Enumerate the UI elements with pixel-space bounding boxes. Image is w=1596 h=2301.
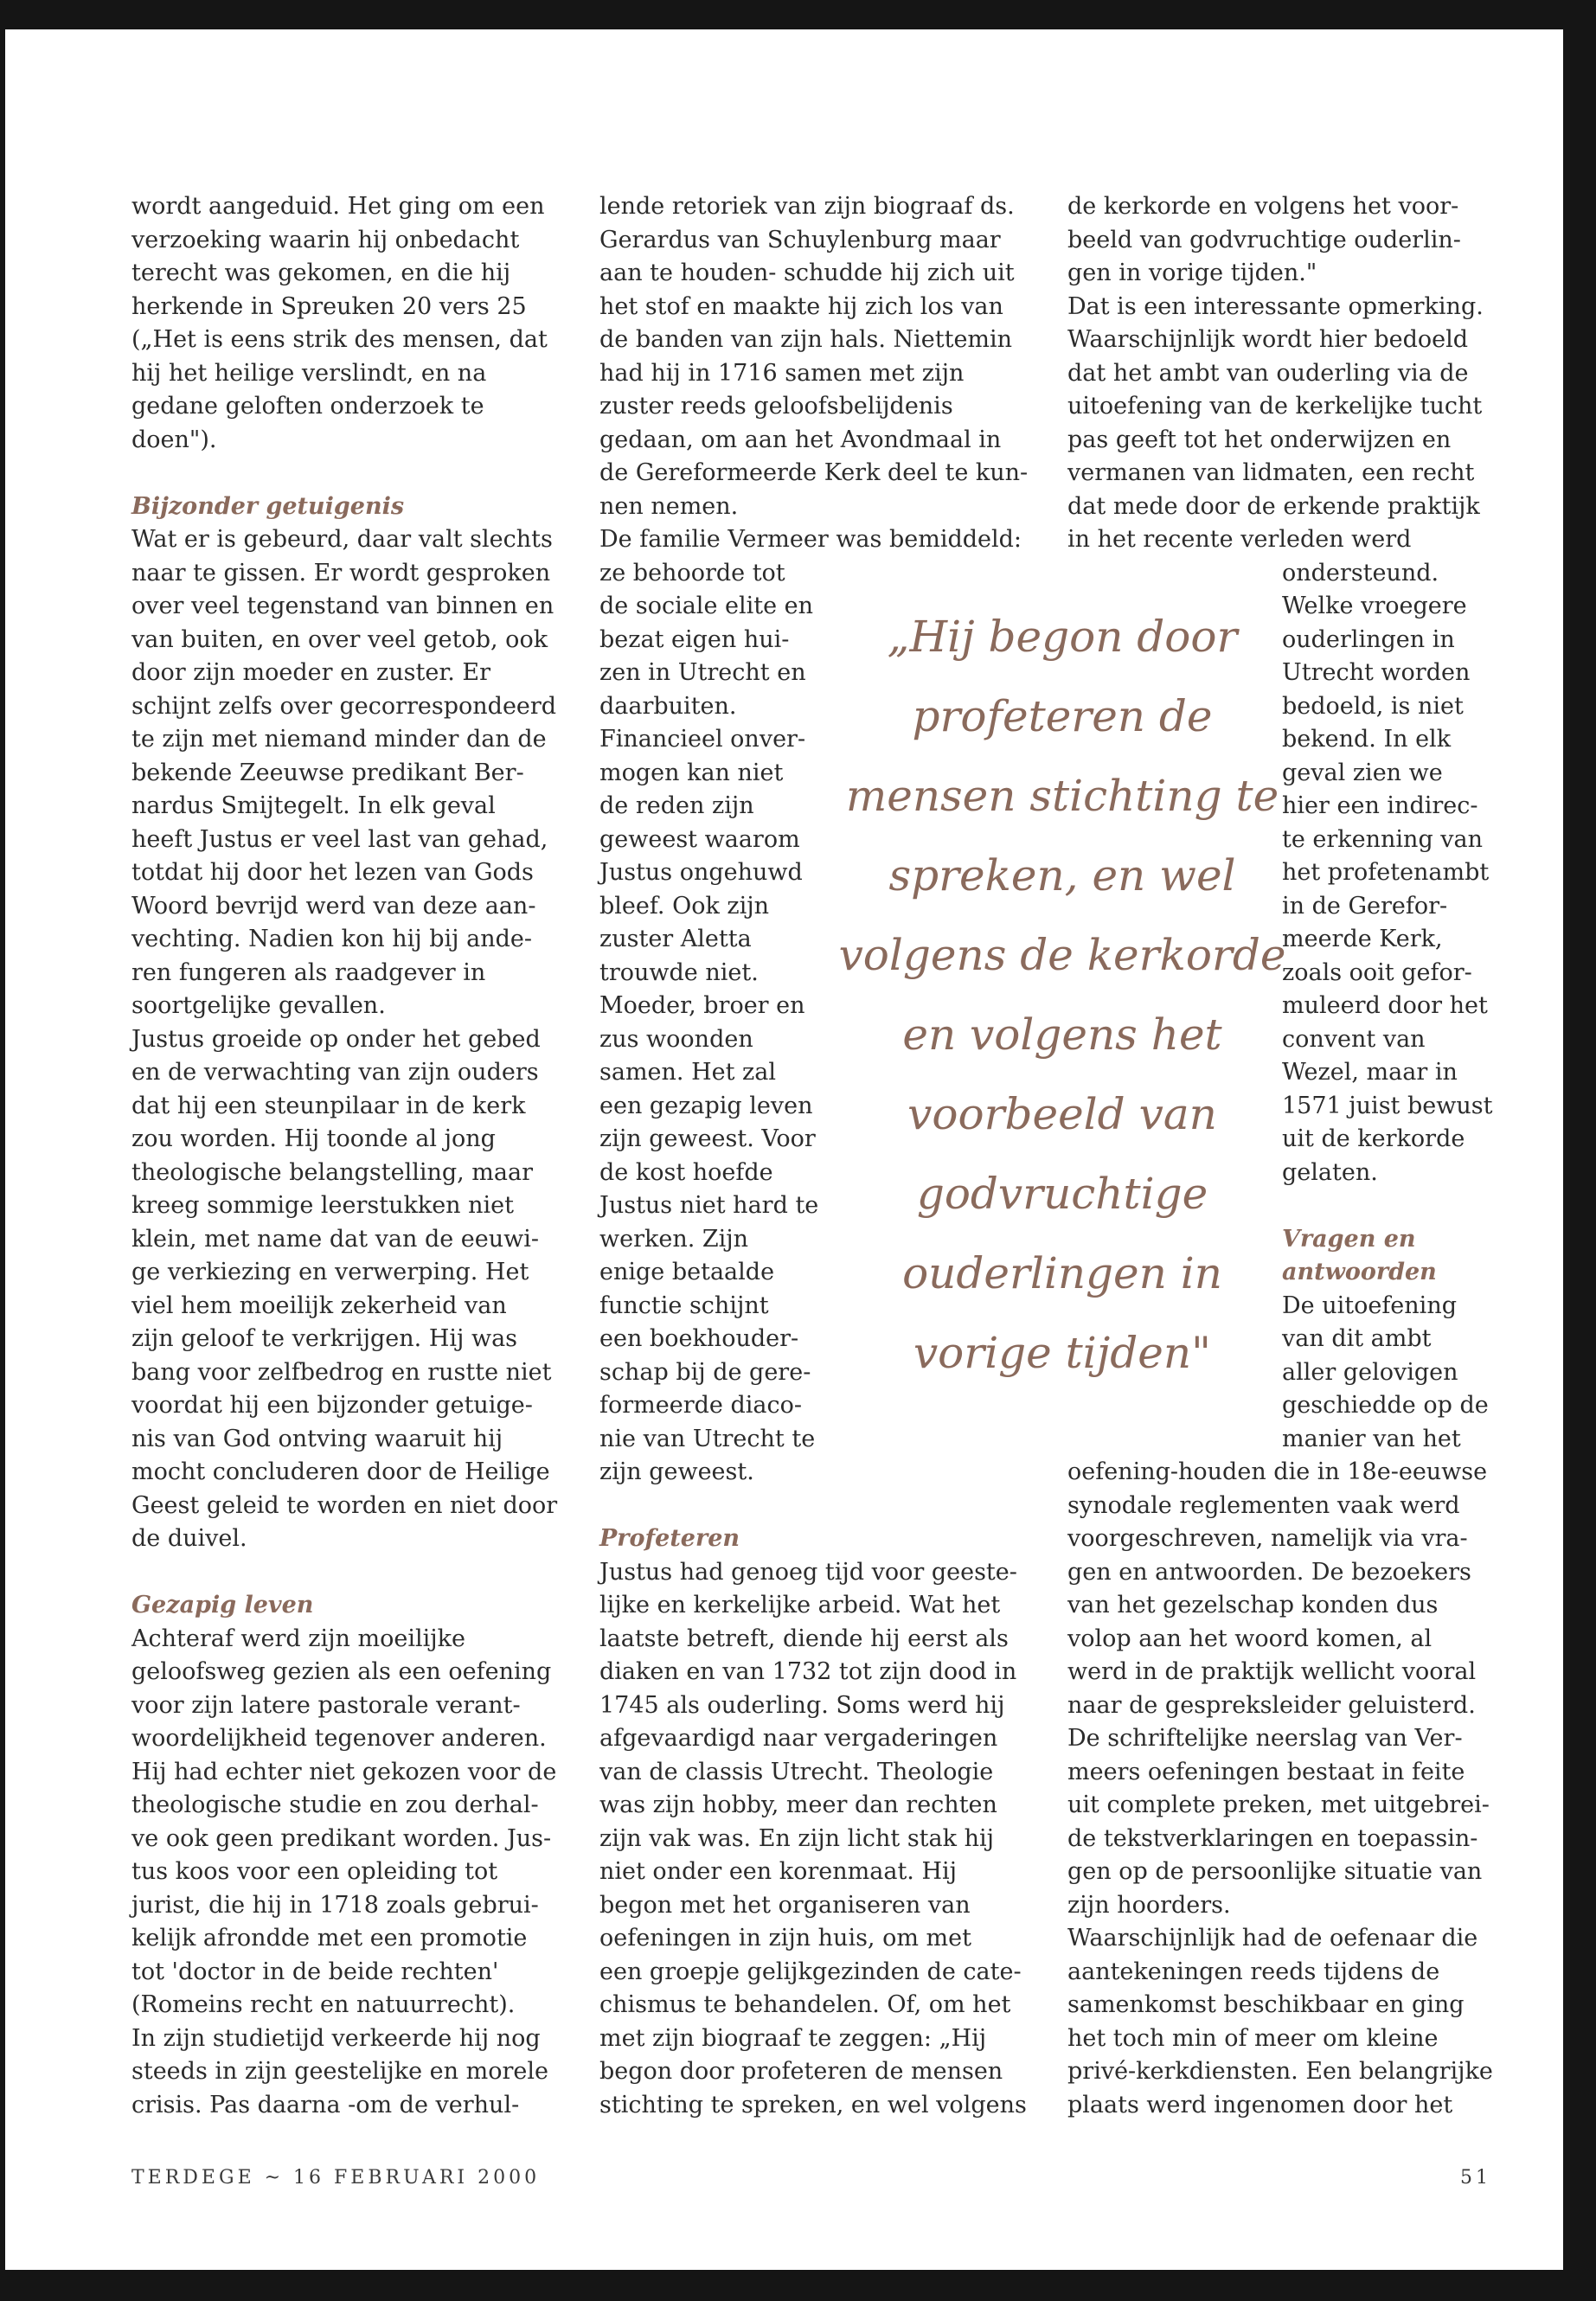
text-line: de kerkorde en volgens het voor- <box>1067 193 1459 220</box>
text-line: geschiedde op de <box>1282 1392 1489 1419</box>
text-line: Financieel onver- <box>599 726 806 753</box>
text-line: Justus niet hard te <box>599 1192 819 1219</box>
paragraph-gap <box>1067 1189 1493 1223</box>
text-line: manier van het <box>1282 1425 1461 1452</box>
text-line: beeld van godvruchtige ouderlin- <box>1067 226 1461 253</box>
text-line: uit de kerkorde <box>1282 1125 1465 1152</box>
text-line: werken. Zijn <box>599 1225 749 1253</box>
text-line: zijn geloof te verkrijgen. Hij was <box>131 1325 518 1352</box>
subheading-antwoorden: antwoorden <box>1282 1259 1437 1285</box>
text-line: muleerd door het <box>1282 992 1488 1019</box>
pull-quote-line: spreken, en wel <box>888 850 1236 901</box>
text-line: door zijn moeder en zuster. Er <box>131 659 491 686</box>
text-column-1 <box>131 190 557 2122</box>
text-line: woordelijkheid tegenover anderen. <box>131 1725 547 1752</box>
subheading-gezapig-leven: Gezapig leven <box>131 1592 314 1618</box>
text-line: Utrecht worden <box>1282 659 1471 686</box>
text-line: 1745 als ouderling. Soms werd hij <box>599 1691 1005 1719</box>
text-line: zoals ooit gefor- <box>1282 958 1472 986</box>
text-line: de kost hoefde <box>599 1158 773 1186</box>
text-line: bedoeld, is niet <box>1282 692 1464 720</box>
text-line: hier een indirec- <box>1282 792 1478 819</box>
pull-quote-line: en volgens het <box>902 1009 1222 1060</box>
text-line: Waarschijnlijk wordt hier bedoeld <box>1067 326 1469 353</box>
text-line: bekende Zeeuwse predikant Ber- <box>131 759 524 786</box>
text-line: voor zijn latere pastorale verant- <box>131 1691 521 1719</box>
paragraph-gap <box>131 457 557 490</box>
text-line: laatste betreft, diende hij eerst als <box>599 1625 1009 1652</box>
subheading-vragen-en: Vragen en <box>1282 1225 1416 1253</box>
text-line: gelaten. <box>1282 1158 1378 1186</box>
text-line: totdat hij door het lezen van Gods <box>131 859 534 886</box>
subheading-profeteren: Profeteren <box>599 1525 740 1552</box>
text-line: aantekeningen reeds tijdens de <box>1067 1958 1440 1985</box>
text-line: het profetenambt <box>1282 859 1490 886</box>
text-line: pas geeft tot het onderwijzen en <box>1067 426 1452 453</box>
text-line: aller gelovigen <box>1282 1358 1458 1386</box>
text-line: volop aan het woord komen, al <box>1067 1625 1433 1652</box>
text-line: aan te houden- schudde hij zich uit <box>599 260 1015 286</box>
text-line: meers oefeningen bestaat in feite <box>1067 1758 1465 1785</box>
text-line: tus koos voor een opleiding tot <box>131 1858 498 1885</box>
text-line: zijn geweest. Voor <box>599 1125 816 1152</box>
pull-quote-line: volgens de kerkorde <box>838 930 1286 980</box>
text-line: ge verkiezing en verwerping. Het <box>131 1259 529 1285</box>
text-line: Geest geleid te worden en niet door <box>131 1491 558 1519</box>
text-line: Achteraf werd zijn moeilijke <box>131 1625 465 1652</box>
text-line: bleef. Ook zijn <box>599 892 770 920</box>
text-line: Justus groeide op onder het gebed <box>131 1025 541 1053</box>
text-line: geweest waarom <box>599 825 800 853</box>
text-line: enige betaalde <box>599 1259 775 1285</box>
text-line: nardus Smijtegelt. In elk geval <box>131 792 496 819</box>
text-line: samenkomst beschikbaar en ging <box>1067 1991 1465 2018</box>
pull-quote-line: mensen stichting te <box>845 771 1279 821</box>
text-line: Wezel, maar in <box>1282 1059 1458 1086</box>
text-line: terecht was gekomen, en die hij <box>131 260 511 286</box>
text-line: gen in vorige tijden." <box>1067 260 1317 286</box>
text-line: daarbuiten. <box>599 692 737 720</box>
text-column-3 <box>1067 190 1493 2122</box>
text-line: Woord bevrijd werd van deze aan- <box>131 892 536 920</box>
text-line: de sociale elite en <box>599 593 814 619</box>
text-line: soortgelijke gevallen. <box>131 992 386 1019</box>
pull-quote-line: ouderlingen in <box>902 1248 1222 1298</box>
text-line: Waarschijnlijk had de oefenaar die <box>1067 1925 1478 1952</box>
text-line: doen"). <box>131 426 217 453</box>
text-line: van de classis Utrecht. Theologie <box>599 1758 994 1785</box>
text-line: klein, met name dat van de eeuwi- <box>131 1225 540 1253</box>
text-line: crisis. Pas daarna -om de verhul- <box>131 2091 520 2118</box>
text-line: voordat hij een bijzonder getuige- <box>131 1392 533 1419</box>
text-line: naar de gespreksleider geluisterd. <box>1067 1691 1476 1719</box>
text-line: het stof en maakte hij zich los van <box>599 292 1003 320</box>
text-line: en de verwachting van zijn ouders <box>131 1059 539 1086</box>
text-line: Justus had genoeg tijd voor geeste- <box>599 1558 1017 1586</box>
text-line: tot 'doctor in de beide rechten' <box>131 1958 499 1985</box>
text-line: synodale reglementen vaak werd <box>1067 1491 1460 1519</box>
text-line: De familie Vermeer was bemiddeld: <box>599 526 1022 553</box>
text-line: naar te gissen. Er wordt gesproken <box>131 559 551 586</box>
text-line: vechting. Nadien kon hij bij ande- <box>131 926 532 952</box>
text-line: zen in Utrecht en <box>599 659 806 686</box>
text-line: bekend. In elk <box>1282 726 1452 753</box>
pull-quote-line: profeteren de <box>912 691 1213 741</box>
paragraph-gap <box>599 1490 1028 1523</box>
text-line: zuster reeds geloofsbelijdenis <box>599 393 953 420</box>
text-line: voorgeschreven, namelijk via vra- <box>1067 1525 1468 1552</box>
text-line: heeft Justus er veel last van gehad, <box>131 825 548 853</box>
text-line: lijke en kerkelijke arbeid. Wat het <box>599 1592 1001 1618</box>
text-line: te erkenning van <box>1282 825 1484 853</box>
text-line: zou worden. Hij toonde al jong <box>131 1125 496 1152</box>
text-line: te zijn met niemand minder dan de <box>131 726 547 753</box>
text-line: oefeningen in zijn huis, om met <box>599 1925 971 1952</box>
text-line: nen nemen. <box>599 492 739 520</box>
text-line: het toch min of meer om kleine <box>1067 2024 1439 2052</box>
text-line: dat mede door de erkende praktijk <box>1067 492 1480 520</box>
text-line: trouwde niet. <box>599 958 759 986</box>
text-line: de reden zijn <box>599 792 754 819</box>
text-line: theologische belangstelling, maar <box>131 1158 534 1186</box>
text-line: zuster Aletta <box>599 926 752 952</box>
text-line: gedaan, om aan het Avondmaal in <box>599 426 1002 453</box>
text-line: („Het is eens strik des mensen, dat <box>131 326 548 353</box>
pull-quote-line: voorbeeld van <box>907 1089 1217 1139</box>
text-line: wordt aangeduid. Het ging om een <box>131 193 545 220</box>
text-line: hij het heilige verslindt, en na <box>131 359 487 387</box>
text-line: ondersteund. <box>1282 559 1439 586</box>
text-line: werd in de praktijk wellicht vooral <box>1067 1658 1477 1685</box>
text-line: niet onder een korenmaat. Hij <box>599 1858 958 1885</box>
text-line: De uitoefening <box>1282 1292 1457 1319</box>
text-line: dat hij een steunpilaar in de kerk <box>131 1092 526 1119</box>
text-line: jurist, die hij in 1718 zoals gebrui- <box>131 1891 539 1919</box>
text-line: begon met het organiseren van <box>599 1891 971 1919</box>
text-line: (Romeins recht en natuurrecht). <box>131 1991 516 2018</box>
text-line: dat het ambt van ouderling via de <box>1067 359 1469 387</box>
text-line: gedane geloften onderzoek te <box>131 393 484 420</box>
text-line: in de Gerefor- <box>1282 892 1448 920</box>
text-line: 1571 juist bewust <box>1282 1092 1493 1119</box>
text-line: functie schijnt <box>599 1292 769 1319</box>
text-line: chismus te behandelen. Of, om het <box>599 1991 1011 2018</box>
pull-quote-line: „Hij begon door <box>887 612 1238 662</box>
text-line: de tekstverklaringen en toepassin- <box>1067 1824 1478 1852</box>
text-line: ve ook geen predikant worden. Jus- <box>131 1824 552 1852</box>
paragraph-gap <box>131 1556 557 1590</box>
text-line: met zijn biograaf te zeggen: „Hij <box>599 2024 987 2052</box>
text-line: vermanen van lidmaten, een recht <box>1067 459 1475 486</box>
text-line: bezat eigen hui- <box>599 625 790 653</box>
text-line: zijn vak was. En zijn licht stak hij <box>599 1824 994 1852</box>
text-line: privé-kerkdiensten. Een belangrijke <box>1067 2058 1493 2085</box>
text-line: diaken en van 1732 tot zijn dood in <box>599 1658 1017 1685</box>
text-line: In zijn studietijd verkeerde hij nog <box>131 2024 541 2052</box>
text-line: zus woonden <box>599 1025 753 1053</box>
text-line: afgevaardigd naar vergaderingen <box>599 1725 998 1752</box>
text-line: ze behoorde tot <box>599 559 785 586</box>
text-line: kelijk afrondde met een promotie <box>131 1925 528 1952</box>
text-line: gen op de persoonlijke situatie van <box>1067 1858 1483 1885</box>
text-line: oefening-houden die in 18e-eeuwse <box>1067 1458 1488 1485</box>
text-line: de duivel. <box>131 1525 247 1552</box>
text-line: over veel tegenstand van binnen en <box>131 593 554 619</box>
text-line: uitoefening van de kerkelijke tucht <box>1067 393 1483 420</box>
text-line: Welke vroegere <box>1282 593 1467 619</box>
text-line: ouderlingen in <box>1282 625 1455 653</box>
text-line: viel hem moeilijk zekerheid van <box>131 1292 507 1319</box>
text-line: van het gezelschap konden dus <box>1067 1592 1439 1618</box>
text-line: een gezapig leven <box>599 1092 813 1119</box>
text-line: uit complete preken, met uitgebrei- <box>1067 1791 1490 1818</box>
text-line: Hij had echter niet gekozen voor de <box>131 1758 557 1785</box>
text-line: samen. Het zal <box>599 1059 777 1086</box>
text-line: schap bij de gere- <box>599 1358 811 1386</box>
text-line: meerde Kerk, <box>1282 926 1443 952</box>
text-line: De schriftelijke neerslag van Ver- <box>1067 1725 1463 1752</box>
text-line: Gerardus van Schuylenburg maar <box>599 226 1001 253</box>
text-line: plaats werd ingenomen door het <box>1067 2091 1453 2118</box>
text-line: een groepje gelijkgezinden de cate- <box>599 1958 1022 1985</box>
text-line: Dat is een interessante opmerking. <box>1067 292 1484 320</box>
text-line: geloofsweg gezien als een oefening <box>131 1658 552 1685</box>
text-line: herkende in Spreuken 20 vers 25 <box>131 292 527 320</box>
text-line: mogen kan niet <box>599 759 784 786</box>
text-line: zijn hoorders. <box>1067 1891 1231 1919</box>
text-line: de Gereformeerde Kerk deel te kun- <box>599 459 1029 486</box>
text-line: steeds in zijn geestelijke en morele <box>131 2058 548 2085</box>
text-line: nie van Utrecht te <box>599 1425 816 1452</box>
text-line: van dit ambt <box>1282 1325 1432 1352</box>
text-line: mocht concluderen door de Heilige <box>131 1458 550 1485</box>
pull-quote-line: godvruchtige <box>916 1169 1208 1219</box>
text-line: van buiten, en over veel getob, ook <box>131 625 548 653</box>
text-line: was zijn hobby, meer dan rechten <box>599 1791 997 1818</box>
text-line: de banden van zijn hals. Niettemin <box>599 326 1013 353</box>
text-line: geval zien we <box>1282 759 1443 786</box>
text-line: verzoeking waarin hij onbedacht <box>131 226 520 253</box>
text-line: een boekhouder- <box>599 1325 799 1352</box>
text-line: theologische studie en zou derhal- <box>131 1791 539 1818</box>
text-line: formeerde diaco- <box>599 1392 802 1419</box>
text-line: Wat er is gebeurd, daar valt slechts <box>131 526 553 553</box>
subheading-bijzonder-getuigenis: Bijzonder getuigenis <box>131 492 405 520</box>
pull-quote-line: vorige tijden" <box>913 1328 1212 1378</box>
text-line: stichting te spreken, en wel volgens <box>599 2091 1027 2118</box>
page-number: 51 <box>1460 2167 1491 2189</box>
text-line: had hij in 1716 samen met zijn <box>599 359 965 387</box>
text-line: bang voor zelfbedrog en rustte niet <box>131 1358 552 1386</box>
text-line: ren fungeren als raadgever in <box>131 958 486 986</box>
text-line: in het recente verleden werd <box>1067 526 1412 553</box>
text-line: Justus ongehuwd <box>599 859 803 886</box>
text-line: nis van God ontving waaruit hij <box>131 1425 503 1452</box>
text-line: convent van <box>1282 1025 1426 1053</box>
text-line: Moeder, broer en <box>599 992 805 1019</box>
footer-publication: TERDEGE ~ 16 FEBRUARI 2000 <box>131 2167 541 2189</box>
text-line: gen en antwoorden. De bezoekers <box>1067 1558 1471 1586</box>
text-line: kreeg sommige leerstukken niet <box>131 1192 515 1219</box>
text-line: begon door profeteren de mensen <box>599 2058 1003 2085</box>
text-line: lende retoriek van zijn biograaf ds. <box>599 193 1015 220</box>
text-line: schijnt zelfs over gecorrespondeerd <box>131 692 557 720</box>
text-line: zijn geweest. <box>599 1458 754 1485</box>
